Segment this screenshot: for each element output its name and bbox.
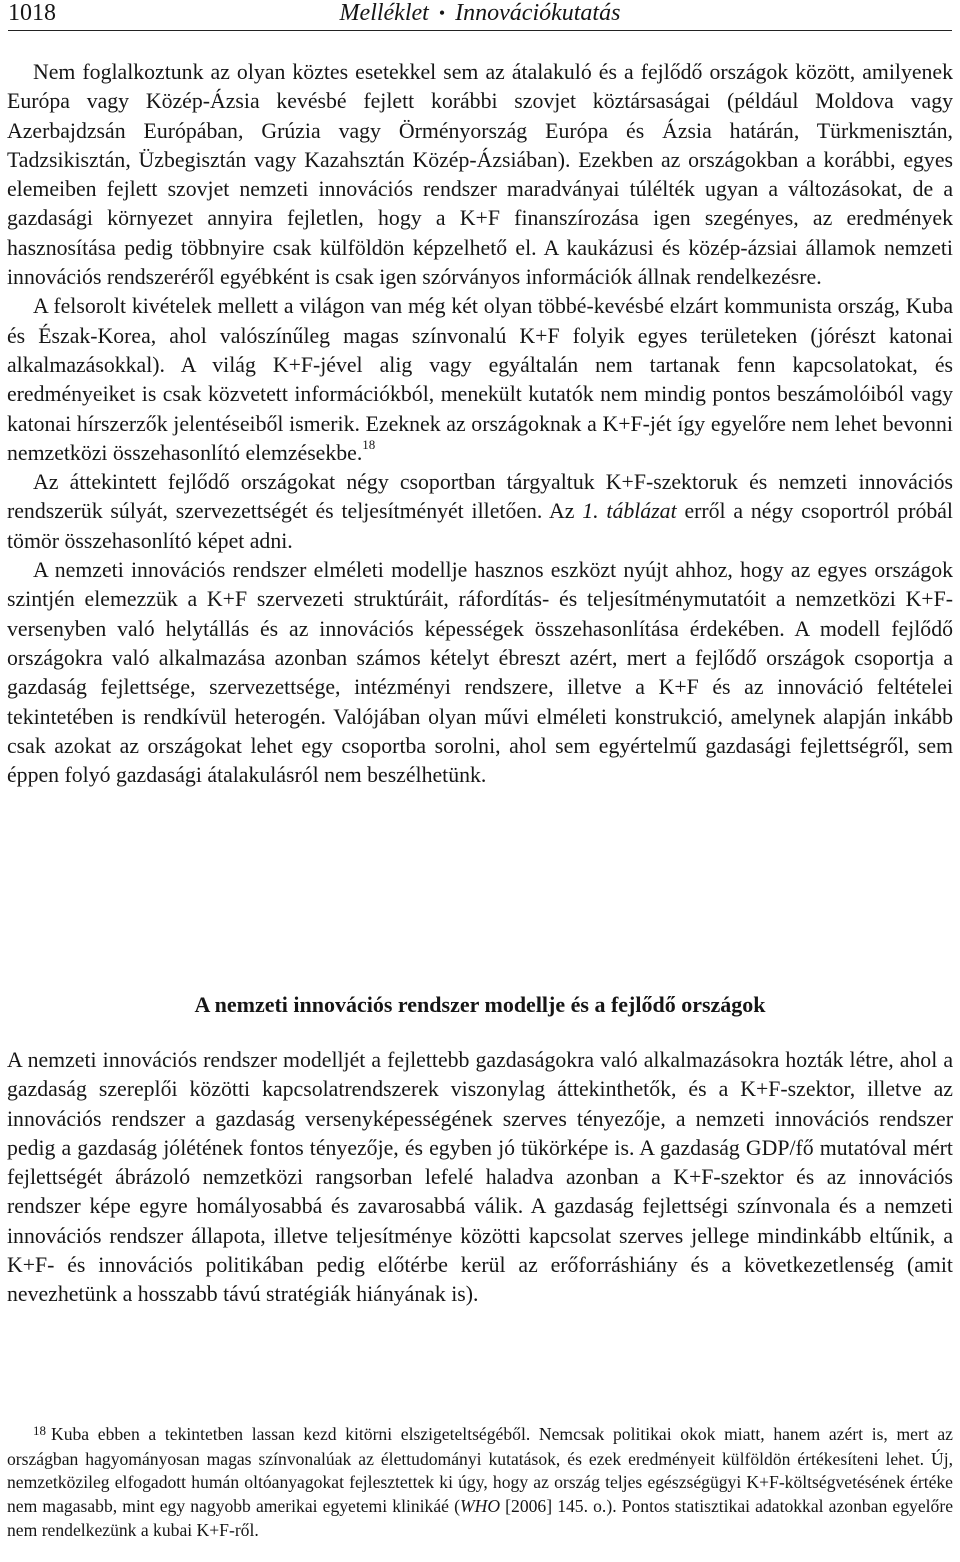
paragraph-text: Nem foglalkoztunk az olyan köztes esetekkel sem az átalakuló és a fejlődő országok között, amilyenek Európa vagy Közép-Ázsia kevésbé fejlett korábbi szovjet köztársaságai (például Moldova vagy Azerbajdzsán Európában, Grúzia vagy Örményország Európa és Ázsia határán, Türkmenisztán, Tadzsikisztán, Üzbegisztán vagy Kazahsztán Közép-Ázsiában). Ezekben az országokban a korábbi, egyes elemeiben fejlett szovjet nemzeti innovációs rendszer maradványai túlélték ugyan a változásokat, de a gazdasági környezet annyira fejletlen, hogy a K+F finanszírozása igen szegényes, az eredmények hasznosítása pedig többnyire csak külföldön képzelhető el. A kaukázusi és közép-ázsiai államok nemzeti innovációs rendszeréről egyébként is csak igen szórványos információk állnak rendelkezésre. bbox=[7, 60, 953, 290]
paragraph bbox=[7, 58, 953, 292]
section-heading: A nemzeti innovációs rendszer modellje és a fejlődő országok bbox=[194, 992, 766, 1017]
paragraph-text: A nemzeti innovációs rendszer elméleti modellje hasznos eszközt nyújt ahhoz, hogy az egyes országok szintjén elemezzük a K+F szervezeti struktúráit, ráfordítás- és teljesítménymutatóit a nemzetközi K+F-versenyben való helytállás és az innovációs képességek összehasonlítása érdekében. A modell fejlődő országokra való alkalmazása azonban számos kételyt ébreszt azért, mert a fejlődő országok csoportja a gazdaság fejlettsége, szervezettsége, intézményi rendszere, illetve a K+F és az innováció feltételei tekintetében is rendkívül heterogén. Valójában olyan művi elméleti konstrukció, amelynek alapján inkább csak azokat az országokat lehet egy csoportba sorolni, ahol sem egyértelmű gazdasági fejlettségről, sem éppen folyó gazdasági átalakulásról nem beszélhetünk. bbox=[7, 558, 953, 788]
running-header bbox=[8, 0, 952, 30]
paragraph bbox=[7, 556, 953, 790]
paragraph bbox=[7, 292, 953, 468]
body-text-top bbox=[7, 58, 953, 790]
footnote-text bbox=[7, 1423, 953, 1543]
paragraph-text: A nemzeti innovációs rendszer modelljét a fejlettebb gazdaságokra való alkalmazásokra hozták létre, ahol a gazdaság szereplői közötti kapcsolatrendszerek viszonylag áttekinthetők, és a K+F-szektor, illetve az innovációs rendszer a gazdaság versenyképességének szerves tényezője, a nemzeti innovációs rendszer pedig a gazdaság jólétének fontos tényezője, és egyben jó tükörképe is. A gazdaság GDP/fő mutatóval mért fejlettségét ábrázoló nemzetközi rangsorban lefelé haladva azonban a K+F-szektor és az innovációs rendszer képe egyre homályosabbá és zavarosabbá válik. A gazdaság fejlettségi színvonala és a nemzeti innovációs rendszer állapota, illetve teljesítménye közötti kapcsolat szerves jellege mindinkább eltűnik, a K+F- és innovációs politikában pedig előtérbe kerül az erőforráshiány és a következetlenség (amit nevezhetünk a hosszabb távú stratégiák hiányának is). bbox=[7, 1048, 953, 1307]
paragraph bbox=[7, 1046, 953, 1310]
table-reference: 1. táblázat bbox=[582, 499, 677, 524]
footnote-body: [2006] 145. o.). Pontos statisztikai adatokkal azonban egyelőre nem rendelkezünk a kubai K+F-ről. bbox=[7, 1496, 953, 1540]
paragraph-text: A felsorolt kivételek mellett a világon van még két olyan többé-kevésbé elzárt kommunista ország, Kuba és Észak-Korea, ahol valószínűleg magas színvonalú K+F folyik egyes területeken (jórészt katonai alkalmazásokkal). A világ K+F-jével alig vagy egyáltalán nem tartanak fenn kapcsolatokat, és eredményeiket is csak közvetett információkból, menekült kutatók nem mindig pontos beszámolóiból vagy katonai hírszerzők jelentéseiből ismerik. Ezeknek az országoknak a K+F-jét így egyelőre nem lehet bevonni nemzetközi összehasonlító elemzésekbe. bbox=[7, 294, 953, 465]
paragraph-text: Az áttekintett fejlődő országokat négy csoportban tárgyaltuk K+F-szektoruk és nemzeti innovációs rendszerük súlyát, szervezettségét és teljesítményét illetően. Az bbox=[7, 470, 953, 524]
bullet-separator-icon: • bbox=[438, 3, 446, 23]
subsection-title: Innovációkutatás bbox=[455, 0, 621, 26]
body-text-section bbox=[7, 1046, 953, 1310]
paragraph bbox=[7, 468, 953, 556]
citation-source: WHO bbox=[459, 1496, 501, 1517]
footnote bbox=[7, 1423, 953, 1543]
paragraph-text: erről a négy csoportról próbál tömör összehasonlító képet adni. bbox=[7, 499, 953, 553]
footnote-body: Kuba ebben a tekintetben lassan kezd kitörni elszigeteltségéből. Nemcsak politikai okok miatt, hanem azért is, mert az országban hagyományosan magas színvonalúak az élettudományi kutatások, és ezek eredményeit külföldön értékesíteni lehet. Új, nemzetközileg elfogadott humán oltóanyagokat fejlesztettek ki úgy, hogy az ország teljes egészségügyi K+F-költségvetésének értéke nem magasabb, mint egy nagyobb amerikai egyetemi klinikáé ( bbox=[7, 1424, 953, 1517]
footnote-number: 18 bbox=[33, 1423, 46, 1438]
running-title bbox=[8, 0, 952, 27]
footnote-reference: 18 bbox=[362, 436, 376, 452]
page-number: 1018 bbox=[8, 0, 56, 26]
header-rule bbox=[8, 30, 952, 31]
section-title: Melléklet bbox=[339, 0, 429, 26]
